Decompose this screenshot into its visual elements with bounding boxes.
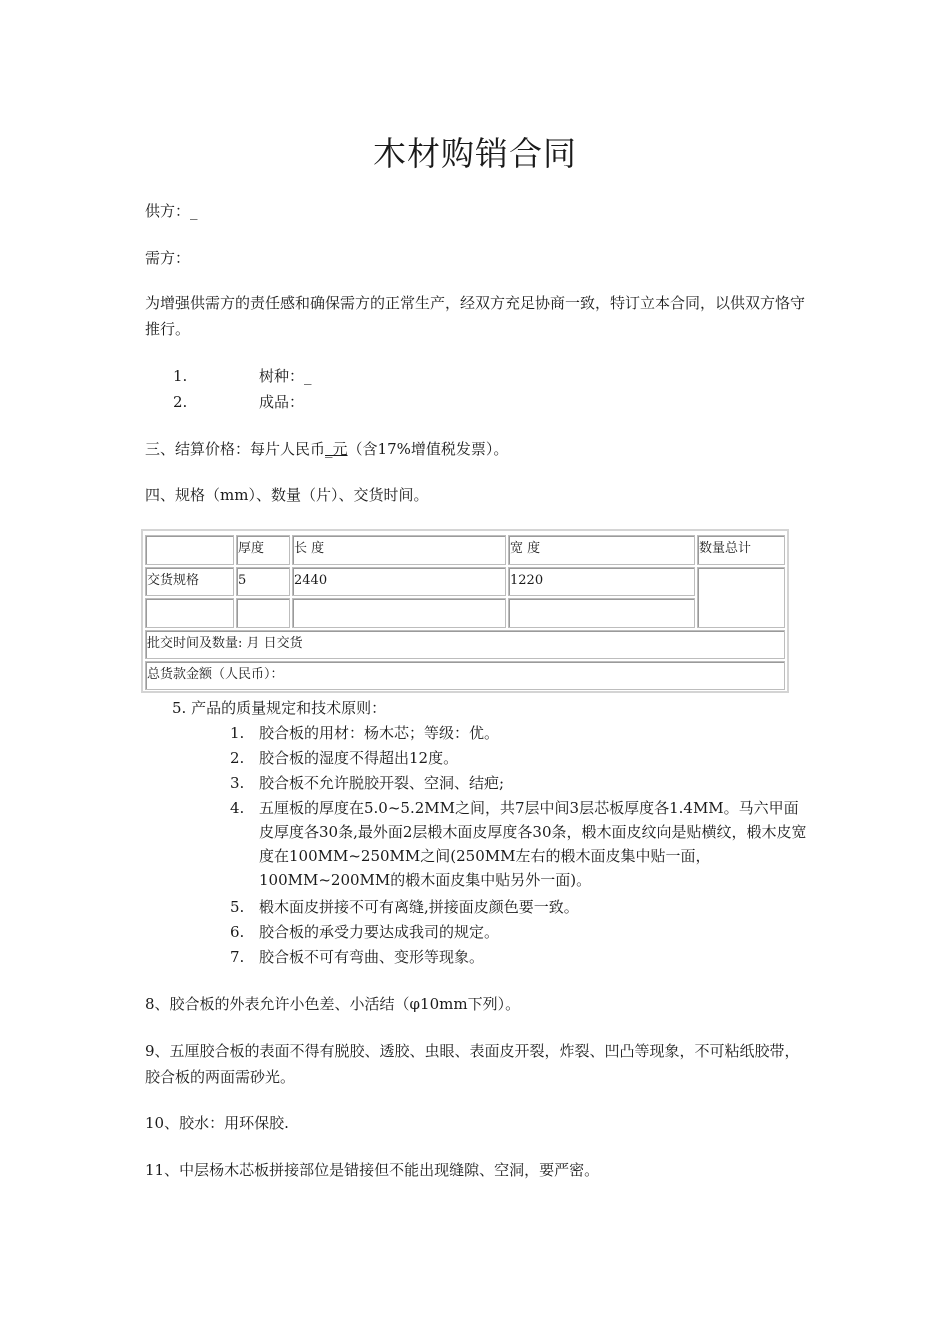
clause-8: 8、胶合板的外表允许小色差、小活结（φ10mm下列）。 [145, 995, 521, 1013]
quality-item-text: 胶合板的用材：杨木芯；等级：优。 [259, 724, 500, 742]
buyer-line: 需方： [145, 249, 191, 267]
price-clause [145, 437, 508, 461]
list-item-number: 2. [173, 393, 188, 411]
table-cell: 5 [236, 567, 290, 596]
quality-item-number: 2. [230, 749, 245, 767]
spec-table [141, 529, 789, 693]
list-item-text: 成品： [259, 393, 305, 411]
quality-item-text: 胶合板不允许脱胶开裂、空洞、结疤; [259, 774, 505, 792]
quality-item-text: 五厘板的厚度在5.0~5.2MM之间，共7层中间3层芯板厚度各1.4MM。马六甲面皮厚度各30条,最外面2层椴木面皮厚度各30条，椴木面皮纹向是贴横纹，椴木皮宽度在100MM~250MM之间(250MM左右的椴木面皮集中贴一面，100MM~200MM的椴木面皮集中贴另外一面)。 [259, 799, 807, 889]
table-header-cell: 长 度 [292, 535, 506, 565]
price-note: （含17%增值税发票）。 [347, 440, 509, 458]
table-header-cell [145, 535, 234, 565]
price-text: 三、结算价格：每片人民币 [145, 440, 326, 458]
table-cell [508, 598, 695, 628]
table-cell: 交货规格 [145, 567, 234, 596]
table-cell [292, 598, 506, 628]
table-header-cell: 数量总计 [697, 535, 785, 565]
table-cell [145, 598, 234, 628]
delivery-row: 批交时间及数量: 月 日交货 [145, 630, 785, 659]
list-item-number: 1. [173, 367, 188, 385]
quality-item-text: 椴木面皮拼接不可有离缝,拼接面皮颜色要一致。 [259, 898, 579, 916]
table-cell [236, 598, 290, 628]
quality-item-text: 胶合板的湿度不得超出12度。 [259, 749, 459, 767]
total-amount-row: 总货款金额（人民币）： [145, 661, 785, 690]
quality-item-number: 1. [230, 724, 245, 742]
clause-9: 9、五厘胶合板的表面不得有脱胶、透胶、虫眼、表面皮开裂，炸裂、凹凸等现象，不可粘纸胶带，胶合板的两面需砂光。 [145, 1042, 800, 1086]
quality-item-text: 胶合板不可有弯曲、变形等现象。 [259, 948, 485, 966]
quality-heading: 5. 产品的质量规定和技术原则： [172, 699, 387, 717]
quality-item-number: 7. [230, 948, 245, 966]
supplier-line: 供方：_ [145, 202, 198, 220]
quality-item-number: 3. [230, 774, 245, 792]
table-cell: 2440 [292, 567, 506, 596]
price-blank: _元 [325, 440, 348, 458]
table-cell-total-qty [697, 567, 785, 628]
clause-10: 10、胶水：用环保胶. [145, 1114, 289, 1132]
spec-heading: 四、规格（mm）、数量（片）、交货时间。 [145, 486, 429, 504]
clause-11: 11、中层杨木芯板拼接部位是错接但不能出现缝隙、空洞，要严密。 [145, 1161, 600, 1179]
list-item-text: 树种：_ [259, 367, 312, 385]
intro-paragraph: 为增强供需方的责任感和确保需方的正常生产，经双方充足协商一致，特订立本合同，以供双方恪守推行。 [145, 294, 806, 338]
quality-item-text: 胶合板的承受力要达成我司的规定。 [259, 923, 500, 941]
quality-item-number: 5. [230, 898, 245, 916]
table-header-cell: 宽 度 [508, 535, 695, 565]
document-title: 木材购销合同 [373, 134, 577, 173]
quality-item-number: 4. [230, 799, 245, 817]
table-cell: 1220 [508, 567, 695, 596]
quality-item-number: 6. [230, 923, 245, 941]
table-header-cell: 厚度 [236, 535, 290, 565]
